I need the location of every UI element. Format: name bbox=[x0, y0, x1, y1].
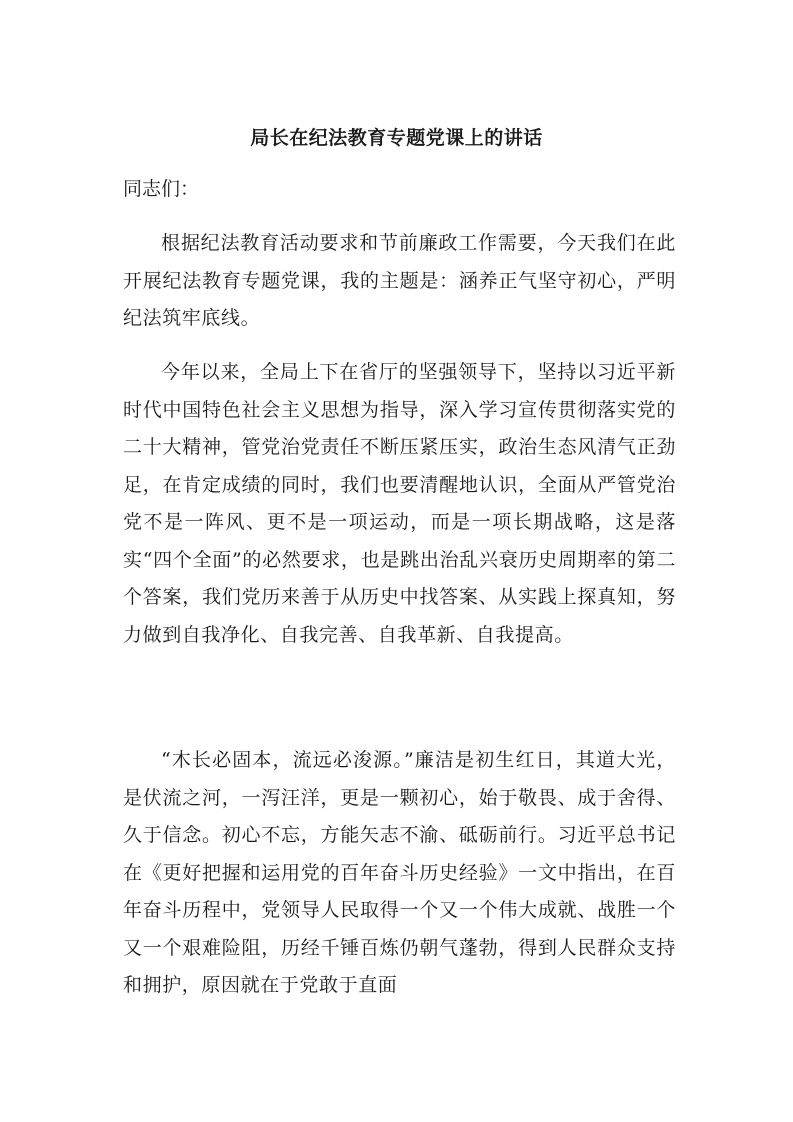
paragraph-1: 根据纪法教育活动要求和节前廉政工作需要，今天我们在此开展纪法教育专题党课，我的主题是：涵养正气坚守初心，严明纪法筑牢底线。 bbox=[123, 232, 676, 329]
paragraph-2: 今年以来，全局上下在省厅的坚强领导下，坚持以习近平新时代中国特色社会主义思想为指导，深入学习宣传贯彻落实党的二十大精神，管党治党责任不断压紧压实，政治生态风清气正劲足，在肯定成绩的同时，我们也要清醒地认识，全面从严管党治党不是一阵风、更不是一项运动，而是一项长期战略，这是落实“四个全面”的必然要求，也是跳出治乱兴衰历史周期率的第二个答案，我们党历来善于从历史中找答案、从实践上探真知，努力做到自我净化、自我完善、自我革新、自我提高。 bbox=[123, 361, 676, 646]
document-title: 局长在纪法教育专题党课上的讲话 bbox=[250, 127, 543, 149]
salutation: 同志们： bbox=[123, 178, 200, 200]
paragraph-3: “木长必固本，流远必浚源。”廉洁是初生红日，其道大光，是伏流之河，一泻汪洋，更是一颗初心，始于敬畏、成于舍得、久于信念。初心不忘，方能矢志不渝、砥砺前行。习近平总书记在《更好把握和运用党的百年奋斗历史经验》一文中指出，在百年奋斗历程中，党领导人民取得一个又一个伟大成就、战胜一个又一个艰难险阻，历经千锤百炼仍朝气蓬勃，得到人民群众支持和拥护，原因就在于党敢于直面 bbox=[123, 749, 676, 996]
